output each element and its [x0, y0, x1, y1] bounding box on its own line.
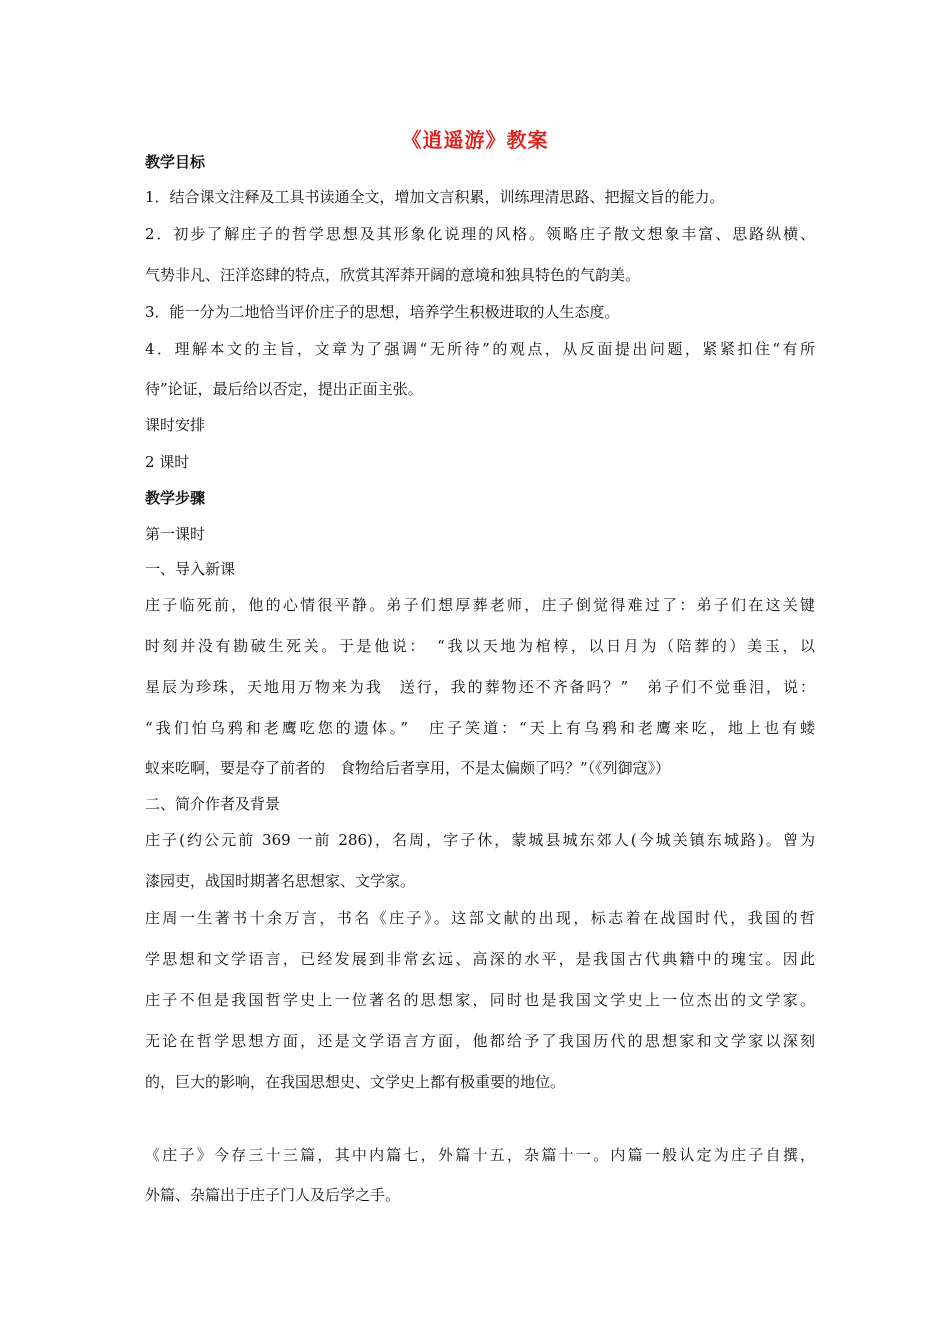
book-paragraph-line-2: 外篇、杂篇出于庄子门人及后学之手。 [145, 1186, 401, 1204]
works-paragraph-line-5: 的，巨大的影响，在我国思想史、文学史上都有极重要的地位。 [145, 1073, 566, 1091]
works-paragraph-line-1: 庄周一生著书十余万言，书名《庄子》。这部文献的出现，标志着在战国时代，我国的哲 [145, 909, 815, 927]
goal-2-line-2: 气势非凡、汪洋恣肆的特点，欣赏其浑莽开阔的意境和独具特色的气韵美。 [145, 266, 641, 284]
works-paragraph-line-4: 无论在哲学思想方面，还是文学语言方面，他都给予了我国历代的思想家和文学家以深刻 [145, 1032, 815, 1050]
goal-3: 3．能一分为二地恰当评价庄子的思想，培养学生积极进取的人生态度。 [145, 303, 620, 321]
works-paragraph-line-3: 庄子不但是我国哲学史上一位著名的思想家，同时也是我国文学史上一位杰出的文学家。 [145, 991, 815, 1009]
schedule-value: 2 课时 [145, 453, 190, 471]
heading-teaching-steps: 教学步骤 [145, 489, 206, 507]
author-paragraph-line-2: 漆园吏，战国时期著名思想家、文学家。 [145, 872, 416, 890]
goal-2-line-1: 2．初步了解庄子的哲学思想及其形象化说理的风格。领略庄子散文想象丰富、思路纵横、 [145, 225, 815, 243]
goal-1: 1．结合课文注释及工具书读通全文，增加文言积累，训练理清思路、把握文旨的能力。 [145, 188, 725, 206]
intro-paragraph-line-4: “我们怕乌鸦和老鹰吃您的遗体。” 庄子笑道：“天上有乌鸦和老鹰来吃，地上也有蝼 [145, 719, 815, 737]
goal-4-line-2: 待”论证，最后给以否定，提出正面主张。 [145, 380, 423, 398]
intro-paragraph-line-3: 星辰为珍珠，天地用万物来为我 送行，我的葬物还不齐备吗？” 弟子们不觉垂泪，说： [145, 678, 815, 696]
goal-4-line-1: 4．理解本文的主旨，文章为了强调“无所待”的观点，从反面提出问题，紧紧扣住“有所 [145, 340, 815, 358]
book-paragraph-line-1: 《庄子》今存三十三篇，其中内篇七，外篇十五，杂篇十一。内篇一般认定为庄子自撰， [145, 1146, 815, 1164]
lesson-1-label: 第一课时 [145, 525, 206, 543]
intro-paragraph-line-2: 时刻并没有勘破生死关。于是他说： “我以天地为棺椁，以日月为（陪葬的）美玉，以 [145, 637, 815, 655]
works-paragraph-line-2: 学思想和文学语言，已经发展到非常玄远、高深的水平，是我国古代典籍中的瑰宝。因此 [145, 950, 815, 968]
section-2-heading: 二、简介作者及背景 [145, 795, 281, 813]
section-1-heading: 一、导入新课 [145, 560, 236, 578]
intro-paragraph-line-1: 庄子临死前，他的心情很平静。弟子们想厚葬老师，庄子倒觉得难过了：弟子们在这关键 [145, 596, 815, 614]
intro-paragraph-line-5: 蚁来吃啊，要是夺了前者的 食物给后者享用，不是太偏颇了吗？”（《列御寇》） [145, 759, 671, 777]
heading-teaching-goals: 教学目标 [145, 153, 206, 171]
author-paragraph-line-1: 庄子(约公元前 369 一前 286)，名周，字子休，蒙城县城东郊人(今城关镇东城路)。曾为 [145, 831, 815, 849]
document-title: 《逍遥游》教案 [401, 128, 549, 152]
schedule-label: 课时安排 [145, 416, 206, 434]
